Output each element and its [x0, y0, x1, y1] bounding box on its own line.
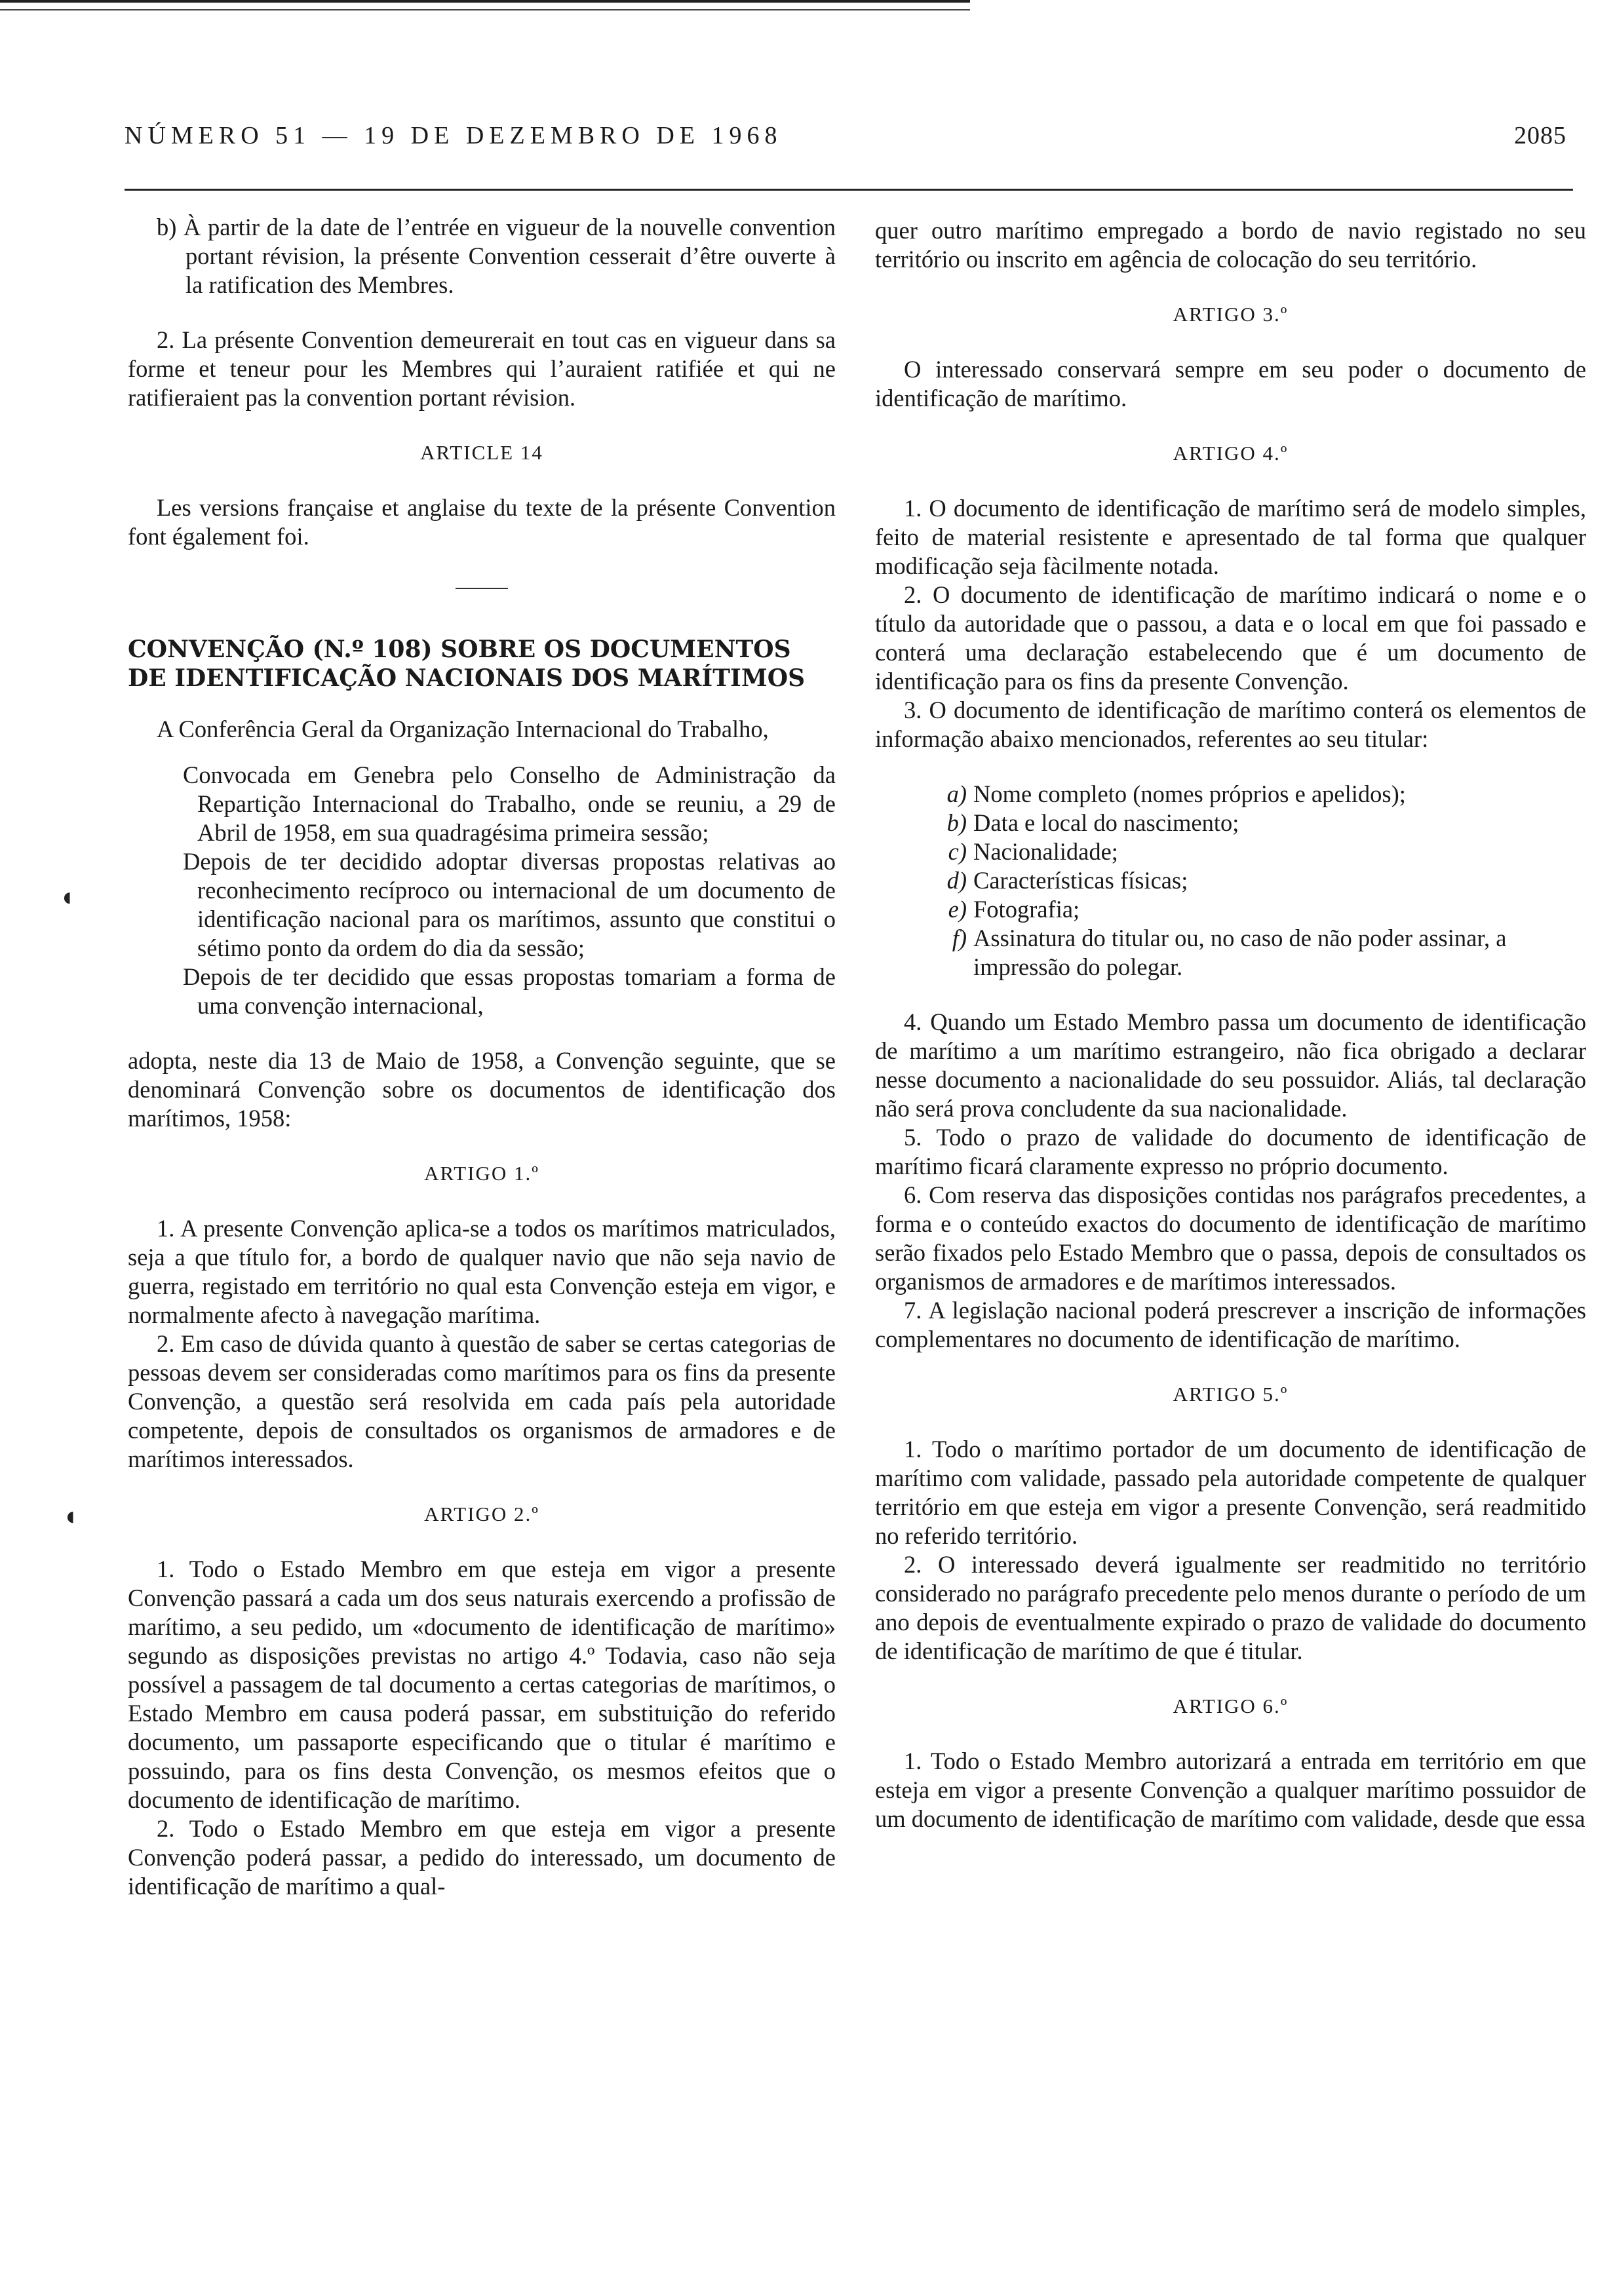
- preamble-considerando-2: Depois de ter decidido adoptar diversas propostas relativas ao reconhecimento recíproco ou internacional de um documento de identificação nacional para os marítimos, assunto que constitui o sétimo ponto da ordem do dia da sessão;: [183, 848, 836, 961]
- artigo2-heading: ARTIGO 2.º: [424, 1502, 539, 1525]
- artigo6-heading: ARTIGO 6.º: [1173, 1694, 1289, 1717]
- artigo5-heading: ARTIGO 5.º: [1173, 1383, 1289, 1406]
- article13-item-b: b) À partir de la date de l’entrée en vigueur de la nouvelle convention portant révision, la présente Convention cesserait d’être ouverte à la ratification des Membres.: [157, 214, 836, 298]
- artigo2-paragraph-1: 1. Todo o Estado Membro em que esteja em vigor a presente Convenção passará a cada um dos seus naturais exercendo a profissão de marítimo, a seu pedido, um «documento de identificação de marítimo» segundo as disposições previstas no artigo 4.º Todavia, caso não seja possível a passagem de tal documento a certas categorias de marítimos, o Estado Membro em causa poderá passar, em substituição do referido documento, um passaporte especificando que o titular é marítimo e possuindo, para os fins desta Convenção, os mesmos efeitos que o documento de identificação de marítimo.: [128, 1556, 836, 1813]
- artigo4-heading: ARTIGO 4.º: [1173, 442, 1289, 465]
- list-item: d) Características físicas;: [946, 867, 1188, 894]
- preamble-intro: A Conferência Geral da Organização Internacional do Trabalho,: [157, 716, 769, 742]
- artigo3-heading: ARTIGO 3.º: [1173, 303, 1289, 326]
- left-column: [128, 213, 836, 1901]
- artigo2-continuation: quer outro marítimo empregado a bordo de navio registado no seu território ou inscrito em agência de colocação do seu território.: [875, 217, 1586, 273]
- artigo5-paragraph-2: 2. O interessado deverá igualmente ser readmitido no território considerado no parágrafo precedente pelo menos durante o período de um ano depois de eventualmente expirado o prazo de validade do documento de identificação de marítimo de que é titular.: [875, 1551, 1586, 1664]
- artigo3-text: O interessado conservará sempre em seu poder o documento de identificação de marítimo.: [875, 356, 1586, 411]
- artigo4-paragraph-3: 3. O documento de identificação de marítimo conterá os elementos de informação abaixo mencionados, referentes ao seu titular:: [875, 697, 1586, 752]
- artigo4-paragraph-2: 2. O documento de identificação de marítimo indicará o nome e o título da autoridade que o passou, a data e o local em que foi passado e conterá uma declaração estabelecendo que é um documento de identificação para os fins da presente Convenção.: [875, 581, 1586, 695]
- artigo1-paragraph-1: 1. A presente Convenção aplica-se a todos os marítimos matriculados, seja a que título for, a bordo de qualquer navio que não seja navio de guerra, registado em território no qual esta Convenção esteja em vigor, e normalmente afecto à navegação marítima.: [128, 1215, 836, 1328]
- artigo4-paragraph-5: 5. Todo o prazo de validade do documento de identificação de marítimo ficará claramente expresso no próprio documento.: [875, 1124, 1586, 1179]
- artigo1-paragraph-2: 2. Em caso de dúvida quanto à questão de saber se certas categorias de pessoas devem ser consideradas como marítimos para os fins da presente Convenção, a questão será resolvida em cada país pela autoridade competente, depois de consultados os organismos de armadores e de marítimos interessados.: [128, 1330, 836, 1472]
- top-border-line: [0, 0, 970, 10]
- article14-heading: ARTICLE 14: [420, 441, 543, 464]
- section-separator: [456, 588, 508, 589]
- list-item: f) Assinatura do titular ou, no caso de não poder assinar, a impressão do polegar.: [952, 925, 1507, 980]
- identification-elements-list: [927, 780, 1586, 982]
- preamble-considerando-1: Convocada em Genebra pelo Conselho de Administração da Repartição Internacional do Trabalho, onde se reuniu, a 29 de Abril de 1958, em sua quadragésima primeira sessão;: [183, 761, 836, 846]
- artigo4-paragraph-1: 1. O documento de identificação de marítimo será de modelo simples, feito de material resistente e apresentado de tal forma que qualquer modificação seja fàcilmente notada.: [875, 495, 1586, 579]
- list-item: e) Fotografia;: [948, 896, 1080, 923]
- artigo6-paragraph-1: 1. Todo o Estado Membro autorizará a entrada em território em que esteja em vigor a presente Convenção a qualquer marítimo possuidor de um documento de identificação de marítimo com validade, desde que essa: [875, 1748, 1586, 1832]
- artigo5-paragraph-1: 1. Todo o marítimo portador de um documento de identificação de marítimo com validade, passado pela autoridade competente de qualquer território em que esteja em vigor a presente Convenção, será readmitido no referido território.: [875, 1436, 1586, 1549]
- article14-text: Les versions française et anglaise du texte de la présente Convention font également foi.: [128, 494, 836, 550]
- issue-line: NÚMERO 51 — 19 DE DEZEMBRO DE 1968: [125, 122, 783, 149]
- artigo1-heading: ARTIGO 1.º: [424, 1162, 539, 1185]
- artigo2-paragraph-2: 2. Todo o Estado Membro em que esteja em vigor a presente Convenção poderá passar, a pedido do interessado, um documento de identificação de marítimo a qual-: [128, 1815, 836, 1900]
- list-item: b) Data e local do nascimento;: [946, 809, 1239, 836]
- page-header: [125, 121, 1566, 161]
- artigo4-paragraph-7: 7. A legislação nacional poderá prescrever a inscrição de informações complementares no documento de identificação de marítimo.: [875, 1297, 1586, 1352]
- preamble-considerando-3: Depois de ter decidido que essas propostas tomariam a forma de uma convenção internacional,: [183, 963, 836, 1019]
- binding-hole-mark: ◖: [62, 1501, 79, 1531]
- binding-hole-mark: ◖: [59, 882, 75, 911]
- article13-paragraph-2: 2. La présente Convention demeurerait en tout cas en vigueur dans sa forme et teneur pour les Membres qui l’auraient ratifiée et qui ne ratifieraient pas la convention portant révision.: [128, 326, 836, 411]
- list-item: c) Nacionalidade;: [948, 838, 1118, 865]
- preamble-adopta: adopta, neste dia 13 de Maio de 1958, a Convenção seguinte, que se denominará Convenção sobre os documentos de identificação dos marítimos, 1958:: [128, 1047, 836, 1132]
- artigo4-paragraph-6: 6. Com reserva das disposições contidas nos parágrafos precedentes, a forma e o conteúdo exactos do documento de identificação de marítimo serão fixados pelo Estado Membro que o passa, depois de consultados os organismos de armadores e de marítimos interessados.: [875, 1181, 1586, 1295]
- convention-title: CONVENÇÃO (N.º 108) SOBRE OS DOCUMENTOS DE IDENTIFICAÇÃO NACIONAIS DOS MARÍTIMOS: [128, 636, 806, 692]
- artigo4-paragraph-4: 4. Quando um Estado Membro passa um documento de identificação de marítimo a um marítimo estrangeiro, não fica obrigado a declarar nesse documento a nacionalidade do seu possuidor. Aliás, tal declaração não será prova concludente da sua nacionalidade.: [875, 1008, 1586, 1122]
- header-rule: [125, 189, 1573, 191]
- page-number: 2085: [1514, 122, 1566, 149]
- list-item: a) Nome completo (nomes próprios e apelidos);: [946, 780, 1406, 807]
- right-column: [875, 216, 1586, 1833]
